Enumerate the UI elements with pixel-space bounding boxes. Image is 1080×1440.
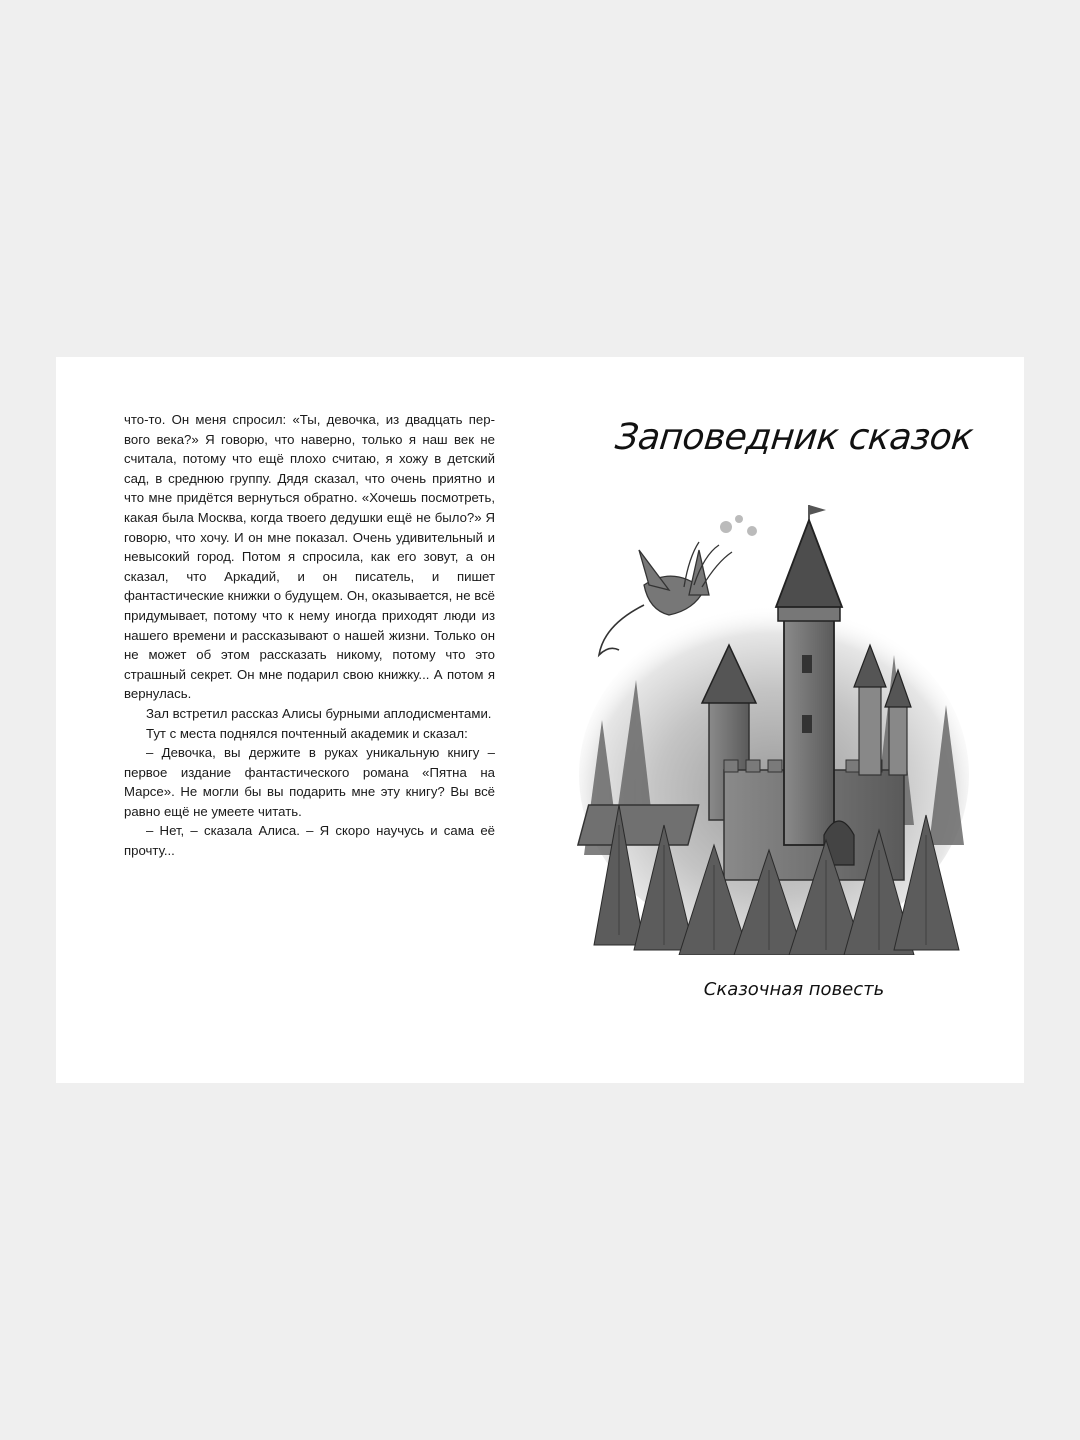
paragraph-3: Тут с места поднялся почтенный академик и сказал:	[146, 725, 468, 741]
paragraph-2: Зал встретил рассказ Алисы бурными аплодисментами.	[146, 705, 492, 721]
paragraph-4: – Девочка, вы держите в руках уникальную книгу – первое издание фантастического романа «Пятна на Марсе». Не могли бы вы подарить мне эту книгу? Вы всё равно ещё не умеете читать.	[124, 745, 495, 819]
book-spread	[56, 357, 1024, 1083]
book-subtitle: Сказочная повесть	[703, 979, 885, 1000]
paragraph-5: – Нет, – сказала Алиса. – Я скоро научусь и сама её прочту...	[124, 823, 495, 859]
castle-illustration	[574, 505, 974, 955]
book-title: Заповедник сказок	[613, 417, 975, 458]
title-page	[564, 357, 1024, 1083]
left-page-text	[124, 410, 495, 861]
paragraph-1: что-то. Он меня спросил: «Ты, девочка, из двадцать первого века?» Я говорю, что наверно, только я наш век не считала, потому что ещё плохо считаю, я хожу в детский сад, в среднюю группу. Дядя сказал, что очень приятно и что мне придётся вернуться обратно. «Хочешь посмотреть, какая была Москва, когда твоего дедушки ещё не было?» Я говорю, что хочу. И он мне показал. Очень удивительный и невысокий город. Потом я спросила, как его зовут, а он сказал, что Аркадий, и он писатель, и пишет фантастические книжки о будущем. Он, оказывается, не всё придумывает, потому что к нему иногда приходят люди из нашего времени и рассказывают о нашей жизни. Только он не может об этом рассказать никому, потому что это страшный секрет. Он мне подарил свою книжку... А потом я вернулась.	[124, 412, 495, 702]
